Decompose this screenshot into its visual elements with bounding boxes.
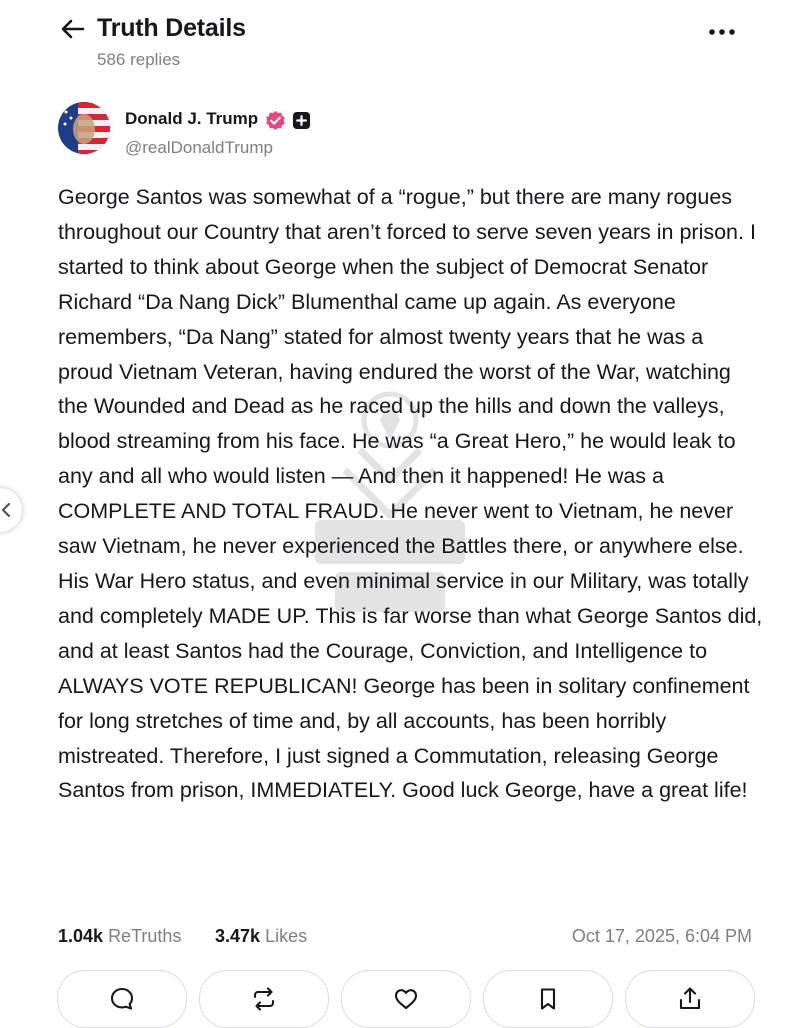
action-bar	[0, 968, 810, 1024]
author-handle[interactable]: @realDonaldTrump	[125, 138, 273, 157]
likes-label: Likes	[265, 926, 308, 946]
like-button[interactable]	[341, 970, 471, 1028]
retruths-stat[interactable]	[58, 926, 181, 947]
post-timestamp: Oct 17, 2025, 6:04 PM	[571, 926, 752, 946]
retruths-label: ReTruths	[108, 926, 182, 946]
verified-badge-icon	[265, 110, 286, 131]
post-text: George Santos was somewhat of a “rogue,” but there are many rogues throughout our Country that aren’t forced to serve seven years in prison. I started to think about George when the subject of Democrat Senator Richard “Da Nang Dick” Blumenthal came up again. As everyone remembers, “Da Nang” stated for almost twenty years that he was a proud Vietnam Veteran, having endured the worst of the War, watching the Wounded and Dead as he raced up the hills and down the valleys, blood streaming from his face. He was “a Great Hero,” he would leak to any and all who would listen — And then it happened! He was a COMPLETE AND TOTAL FRAUD. He never went to Vietnam, he never saw Vietnam, he never experienced the Battles there, or anywhere else. His War Hero status, and even minimal service in our Military, was totally and completely MADE UP. This is far worse than what George Santos did, and at least Santos had the Courage, Conviction, and Intelligence to ALWAYS VOTE REPUBLICAN! George has been in solitary confinement for long stretches of time and, by all accounts, has been horribly mistreated. Therefore, I just signed a Commutation, releasing George Santos from prison, IMMEDIATELY. Good luck George, have a great life!	[58, 185, 763, 803]
reply-count: 586 replies	[97, 50, 181, 69]
previous-slide-button[interactable]	[0, 488, 22, 532]
avatar[interactable]	[58, 102, 110, 154]
more-options-button[interactable]	[702, 20, 742, 44]
bookmark-button[interactable]	[483, 970, 613, 1028]
arrow-left-icon	[61, 19, 85, 39]
retruths-count: 1.04k	[58, 926, 104, 946]
share-button[interactable]	[625, 970, 755, 1028]
bookmark-icon	[535, 986, 561, 1012]
reply-button[interactable]	[57, 970, 187, 1028]
post-author	[58, 102, 758, 162]
more-horizontal-icon	[708, 28, 736, 36]
post-stats	[58, 926, 758, 952]
heart-icon	[393, 986, 419, 1012]
reply-icon	[109, 986, 135, 1012]
author-name[interactable]: Donald J. Trump	[125, 109, 259, 128]
share-icon	[677, 986, 703, 1012]
truth-plus-badge-icon	[292, 111, 311, 130]
retruth-icon	[251, 986, 277, 1012]
chevron-left-icon	[0, 502, 12, 518]
header	[0, 0, 810, 80]
likes-count: 3.47k	[215, 926, 261, 946]
back-button[interactable]	[58, 14, 88, 44]
retruth-button[interactable]	[199, 970, 329, 1028]
page-title: Truth Details	[97, 14, 246, 42]
likes-stat[interactable]	[215, 926, 307, 947]
